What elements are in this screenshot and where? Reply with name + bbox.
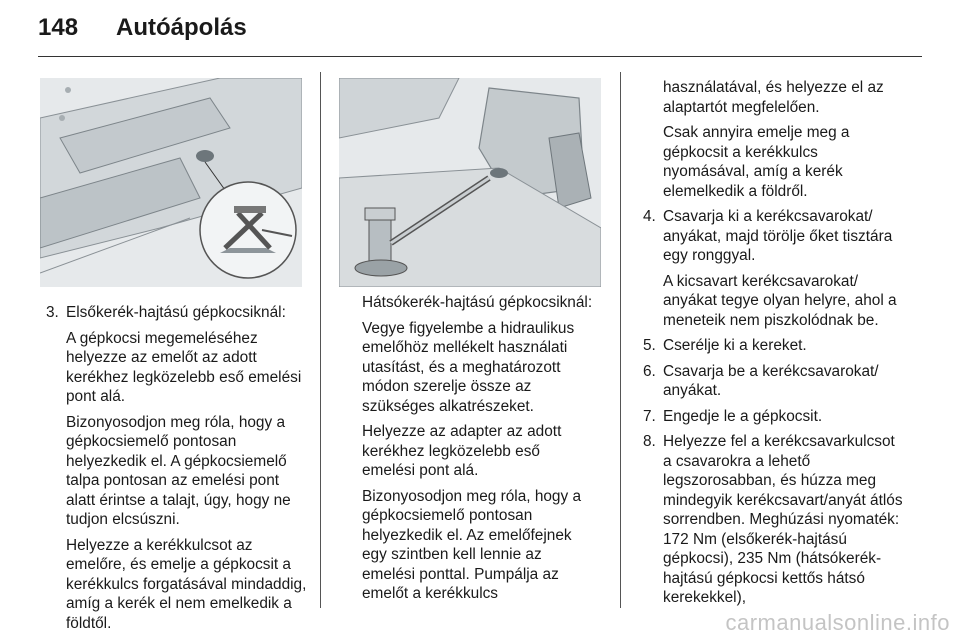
step-text: Cserélje ki a kereket. xyxy=(663,337,807,354)
step-number: 8. xyxy=(643,433,656,450)
paragraph: Csak annyira emelje meg a gépkocsit a kerékkulcs nyomásával, amíg a kerék elemelkedik a földről. xyxy=(663,124,850,200)
paragraph: A gépkocsi megemeléséhez helyezze az emelőt az adott kerékhez legközelebb eső emelési pont alá. xyxy=(66,329,302,405)
step-5 xyxy=(643,336,905,356)
column-divider xyxy=(620,72,621,608)
chapter-title: Autóápolás xyxy=(116,14,247,41)
column-3-text xyxy=(643,78,905,614)
paragraph: Bizonyosodjon meg róla, hogy a gépkocsiemelő pontosan helyezkedik el. Az emelőfejnek egy szintben kell lennie az emelési ponttal. Pumpálja az emelőt a kerékkulcs xyxy=(362,487,582,602)
step-number: 5. xyxy=(643,337,656,354)
paragraph: Vegye figyelembe a hidraulikus emelőhöz mellékelt használati utasítást, és a meghatározott módon szerelje össze az szükséges alkatrészeket. xyxy=(362,319,575,415)
step-6 xyxy=(643,362,905,401)
page-number: 148 xyxy=(38,14,79,41)
watermark: carmanualsonline.info xyxy=(725,610,950,635)
paragraph: Helyezze a kerékkulcsot az emelőre, és emelje a gépkocsit a kerékkulcs forgatásával mindaddig, amíg a kerék el nem emelkedik a földtől. xyxy=(66,536,307,632)
column-2-text xyxy=(362,293,594,610)
step-number: 4. xyxy=(643,208,656,225)
step-title: Elsőkerék-hajtású gépkocsiknál: xyxy=(66,304,286,321)
step-number: 6. xyxy=(643,362,656,380)
step-4 xyxy=(643,207,905,266)
paragraph: Helyezze az adapter az adott kerékhez legközelebb eső emelési pont alá. xyxy=(362,423,562,479)
column-divider xyxy=(320,72,321,608)
step-text: Csavarja be a kerékcsavarokat/ anyákat. xyxy=(663,362,879,399)
column-1-text xyxy=(46,303,308,639)
hydraulic-jack-adapter-illustration xyxy=(339,78,601,287)
step-text: Csavarja ki a kerékcsavarokat/ anyákat, majd törölje őket tisztára egy ronggyal. xyxy=(663,208,893,264)
paragraph: használatával, és helyezze el az alaptartót megfelelően. xyxy=(663,79,884,116)
step-number: 3. xyxy=(46,304,59,321)
step-number: 7. xyxy=(643,407,656,425)
page-header xyxy=(38,14,247,54)
step-text: Helyezze fel a kerékcsavarkulcsot a csavarokra a lehető legszorosabban, és húzza meg mindegyik kerékcsavart/anyát átlós sorrendben. Meghúzási nyomaték: 172 Nm (elsőkerék-hajtású gépkocsi), 235 Nm (hátsókerék-hajtású gépkocsi kettős hátsó kerekekkel), xyxy=(663,433,903,606)
step-8 xyxy=(643,432,905,608)
jack-under-front-car-illustration xyxy=(40,78,302,287)
step-text: Engedje le a gépkocsit. xyxy=(663,407,823,425)
step-7 xyxy=(643,407,905,427)
paragraph: Bizonyosodjon meg róla, hogy a gépkocsiemelő pontosan helyezkedik el. A gépkocsiemelő talpa pontosan az emelési pont alatt érintse a talajt, úgy, hogy ne tudjon elcsúszni. xyxy=(66,413,291,528)
section-heading: Hátsókerék-hajtású gépkocsiknál: xyxy=(362,294,593,311)
paragraph: A kicsavart kerékcsavarokat/ anyákat tegye olyan helyre, ahol a meneteik nem piszkolódnak be. xyxy=(663,272,897,329)
header-rule xyxy=(38,56,922,57)
step-3 xyxy=(46,303,308,323)
